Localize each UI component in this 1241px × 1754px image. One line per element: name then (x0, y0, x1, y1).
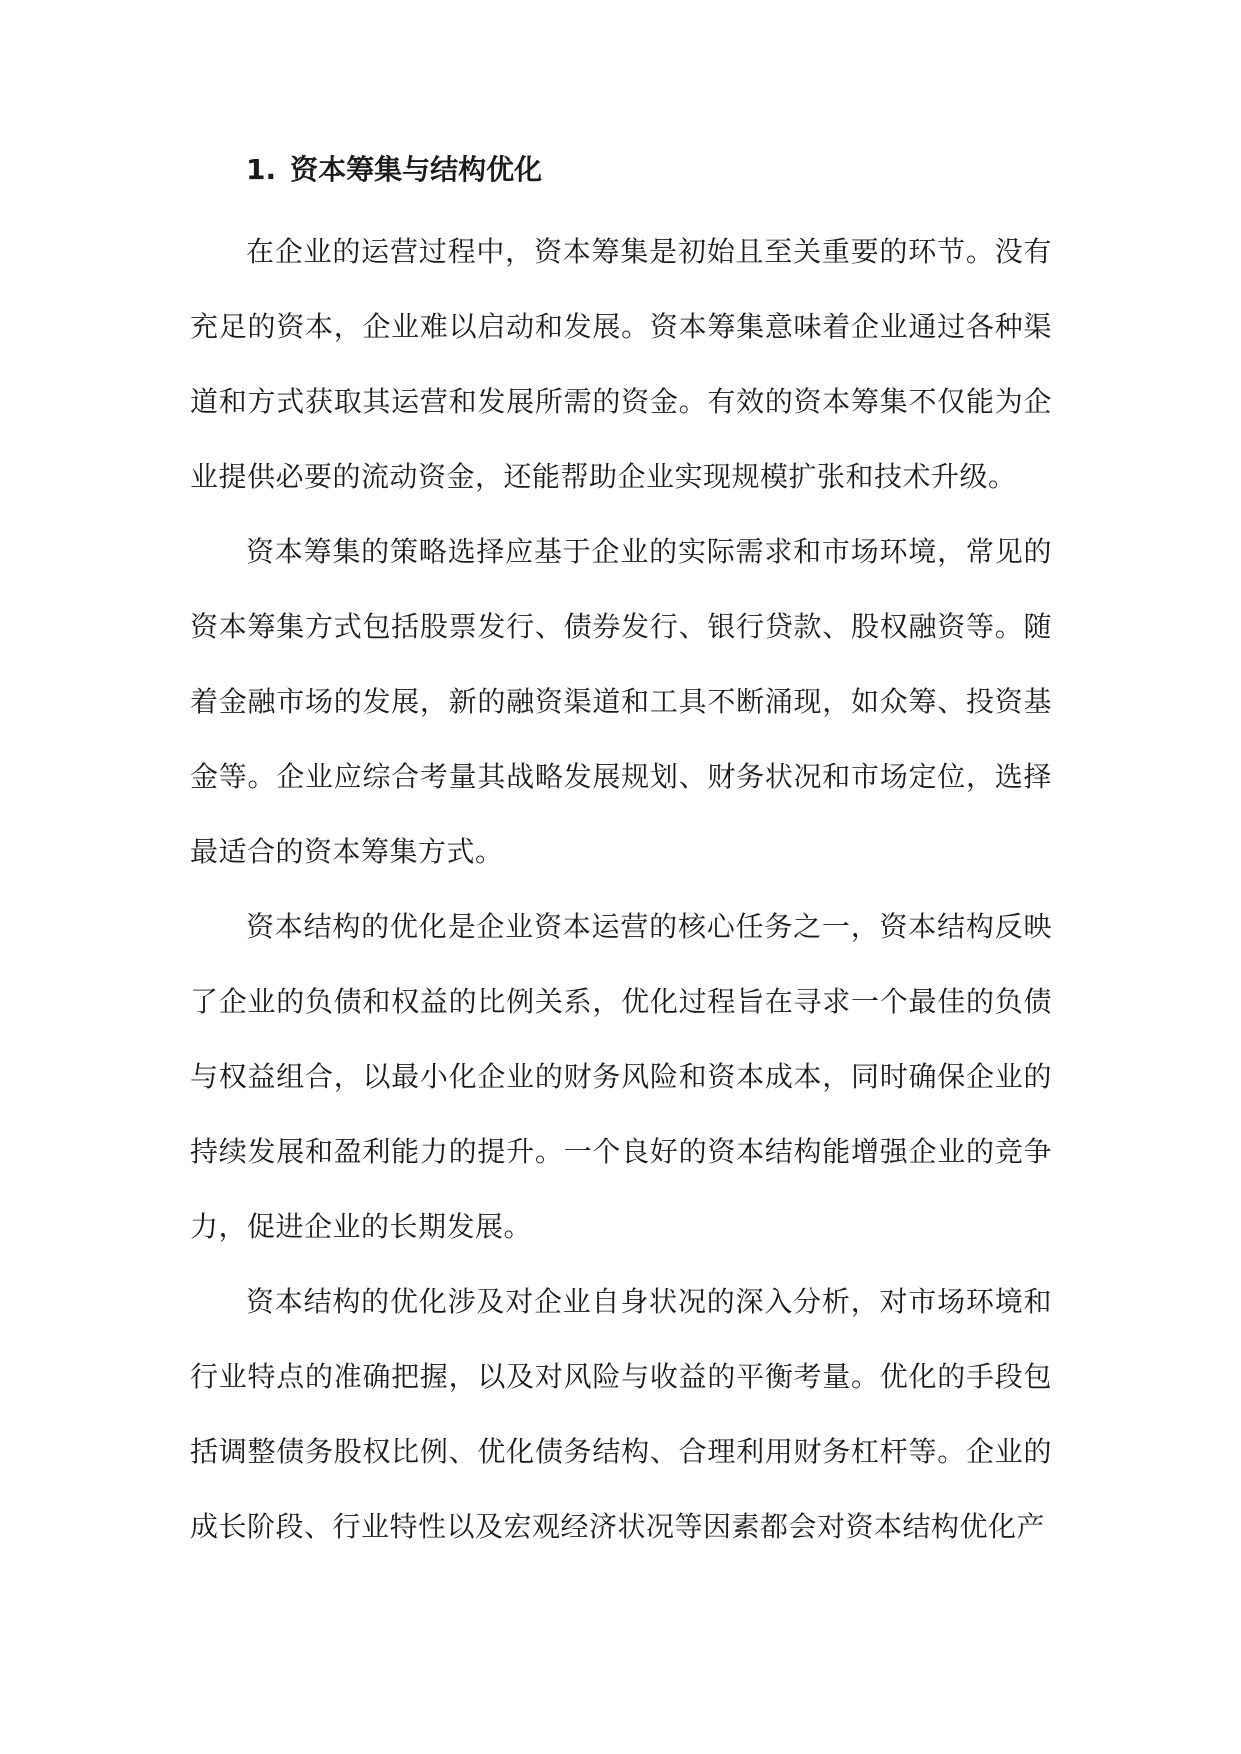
paragraph: 资本结构的优化涉及对企业自身状况的深入分析，对市场环境和行业特点的准确把握，以及对风险与收益的平衡考量。优化的手段包括调整债务股权比例、优化债务结构、合理利用财务杠杆等。企业的成长阶段、行业特性以及宏观经济状况等因素都会对资本结构优化产 (190, 1285, 1052, 1543)
body-text (190, 214, 1052, 1564)
paragraph: 在企业的运营过程中，资本筹集是初始且至关重要的环节。没有充足的资本，企业难以启动和发展。资本筹集意味着企业通过各种渠道和方式获取其运营和发展所需的资金。有效的资本筹集不仅能为企业提供必要的流动资金，还能帮助企业实现规模扩张和技术升级。 (190, 235, 1052, 493)
section-number: 1. (246, 153, 277, 186)
paragraph: 资本筹集的策略选择应基于企业的实际需求和市场环境，常见的资本筹集方式包括股票发行、债券发行、银行贷款、股权融资等。随着金融市场的发展，新的融资渠道和工具不断涌现，如众筹、投资基金等。企业应综合考量其战略发展规划、财务状况和市场定位，选择最适合的资本筹集方式。 (190, 535, 1052, 868)
paragraph: 资本结构的优化是企业资本运营的核心任务之一，资本结构反映了企业的负债和权益的比例关系，优化过程旨在寻求一个最佳的负债与权益组合，以最小化企业的财务风险和资本成本，同时确保企业的持续发展和盈利能力的提升。一个良好的资本结构能增强企业的竞争力，促进企业的长期发展。 (190, 910, 1052, 1243)
section-title: 资本筹集与结构优化 (290, 153, 543, 186)
section-heading (246, 150, 542, 190)
